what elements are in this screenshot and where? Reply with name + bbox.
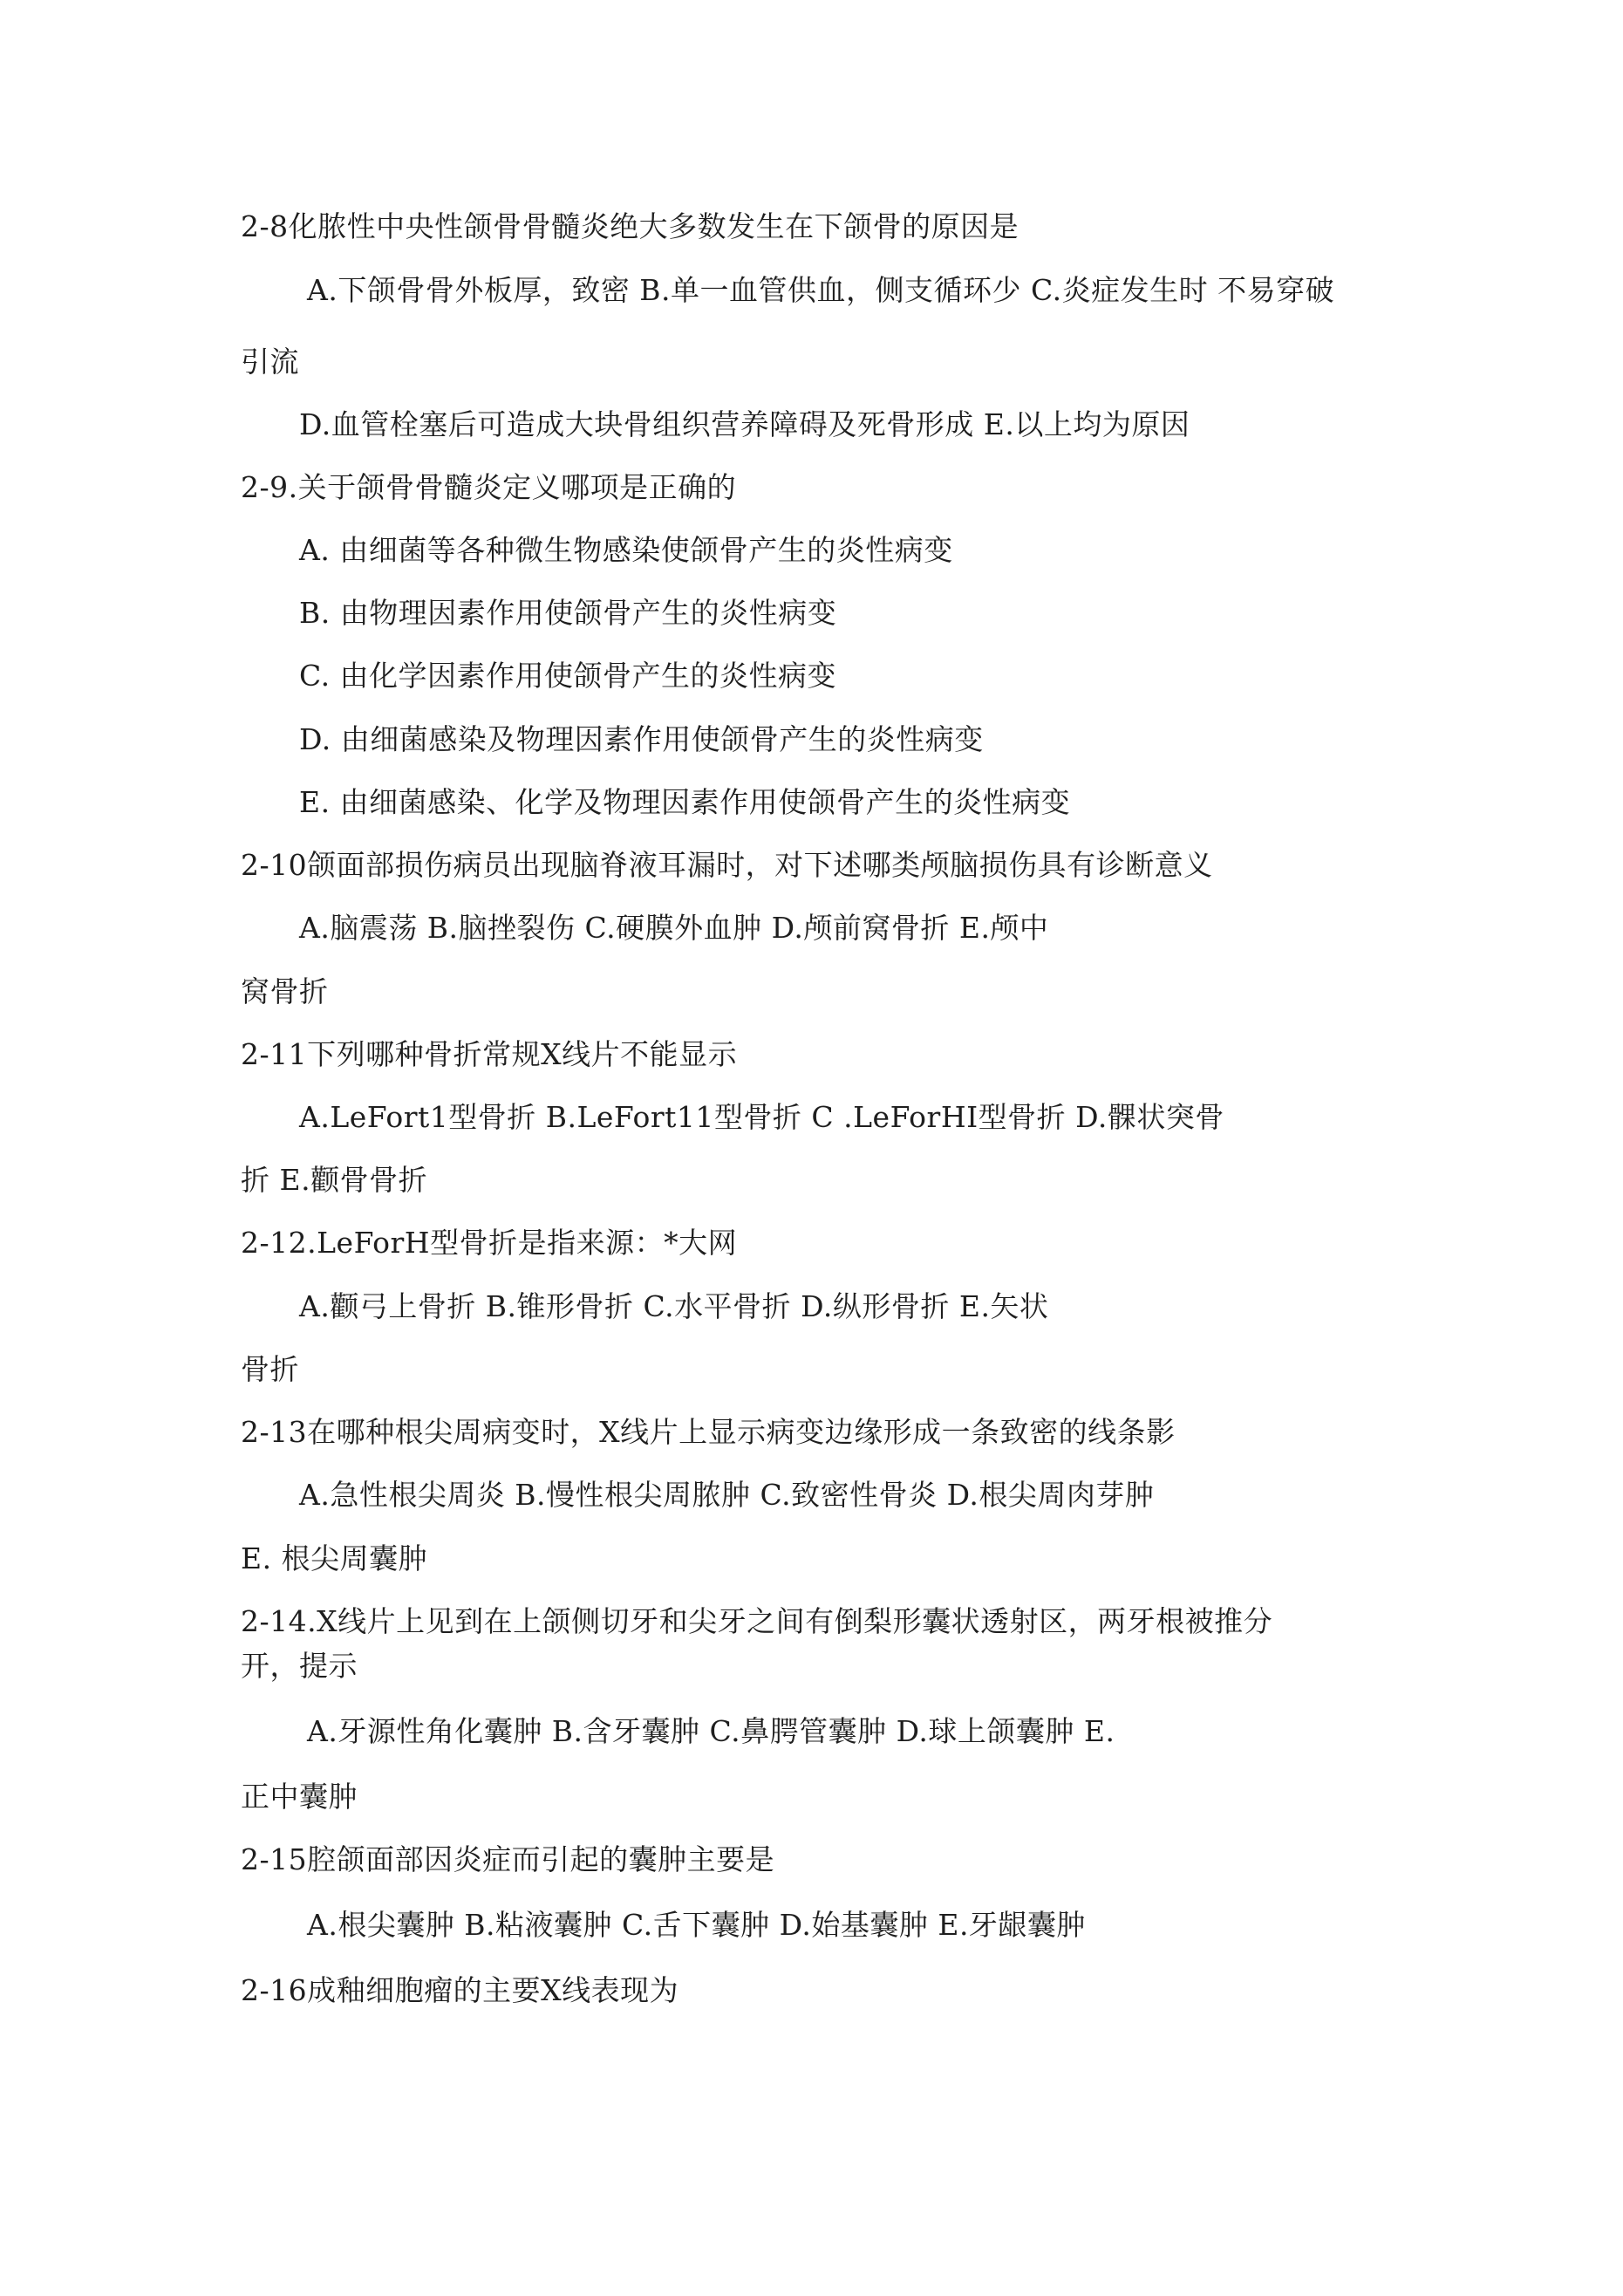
option-2-9-d: D. 由细菌感染及物理因素作用使颌骨产生的炎性病变 [299,722,984,756]
question-2-15: 2-15腔颌面部因炎症而引起的囊肿主要是 [241,1842,775,1876]
options-2-12: A.颧弓上骨折 B.锥形骨折 C.水平骨折 D.纵形骨折 E.矢状 [299,1289,1049,1323]
options-2-8-line1: A.下颌骨骨外板厚，致密 B.单一血管供血，侧支循环少 C.炎症发生时 不易穿破 [307,273,1335,307]
question-2-14-line2: 开，提示 [241,1649,358,1683]
option-2-9-c: C. 由化学因素作用使颌骨产生的炎性病变 [299,659,837,693]
question-2-14-line1: 2-14.X线片上见到在上颌侧切牙和尖牙之间有倒梨形囊状透射区，两牙根被推分 [241,1604,1273,1638]
question-2-8: 2-8化脓性中央性颌骨骨髓炎绝大多数发生在下颌骨的原因是 [241,209,1019,243]
options-2-14-wrap: 正中囊肿 [241,1780,358,1814]
option-2-9-b: B. 由物理因素作用使颌骨产生的炎性病变 [299,596,837,630]
options-2-11: A.LeFort1型骨折 B.LeFort11型骨折 C .LeForHI型骨折 D.髁状突骨 [299,1100,1224,1134]
question-2-16: 2-16成釉细胞瘤的主要X线表现为 [241,1973,679,2007]
options-2-14: A.牙源性角化囊肿 B.含牙囊肿 C.鼻腭管囊肿 D.球上颌囊肿 E. [307,1714,1115,1748]
question-2-11: 2-11下列哪种骨折常规X线片不能显示 [241,1037,738,1071]
question-2-12: 2-12.LeForH型骨折是指来源：*大网 [241,1226,738,1260]
options-2-12-wrap: 骨折 [241,1352,299,1386]
options-2-8-line2: D.血管栓塞后可造成大块骨组织营养障碍及死骨形成 E.以上均为原因 [299,407,1190,441]
option-2-9-a: A. 由细菌等各种微生物感染使颌骨产生的炎性病变 [299,533,953,567]
option-2-9-e: E. 由细菌感染、化学及物理因素作用使颌骨产生的炎性病变 [299,785,1071,819]
options-2-10-wrap: 窝骨折 [241,974,329,1008]
question-2-13: 2-13在哪种根尖周病变时，X线片上显示病变边缘形成一条致密的线条影 [241,1415,1176,1449]
options-2-8-wrap: 引流 [241,345,299,379]
options-2-10: A.脑震荡 B.脑挫裂伤 C.硬膜外血肿 D.颅前窝骨折 E.颅中 [299,911,1049,945]
options-2-13: A.急性根尖周炎 B.慢性根尖周脓肿 C.致密性骨炎 D.根尖周肉芽肿 [299,1478,1155,1512]
options-2-11-wrap: 折 E.颧骨骨折 [241,1163,428,1197]
options-2-15: A.根尖囊肿 B.粘液囊肿 C.舌下囊肿 D.始基囊肿 E.牙龈囊肿 [307,1908,1086,1942]
question-2-9: 2-9.关于颌骨骨髓炎定义哪项是正确的 [241,470,737,504]
question-2-10: 2-10颌面部损伤病员出现脑脊液耳漏时，对下述哪类颅脑损伤具有诊断意义 [241,848,1213,882]
options-2-13-wrap: E. 根尖周囊肿 [241,1541,428,1575]
